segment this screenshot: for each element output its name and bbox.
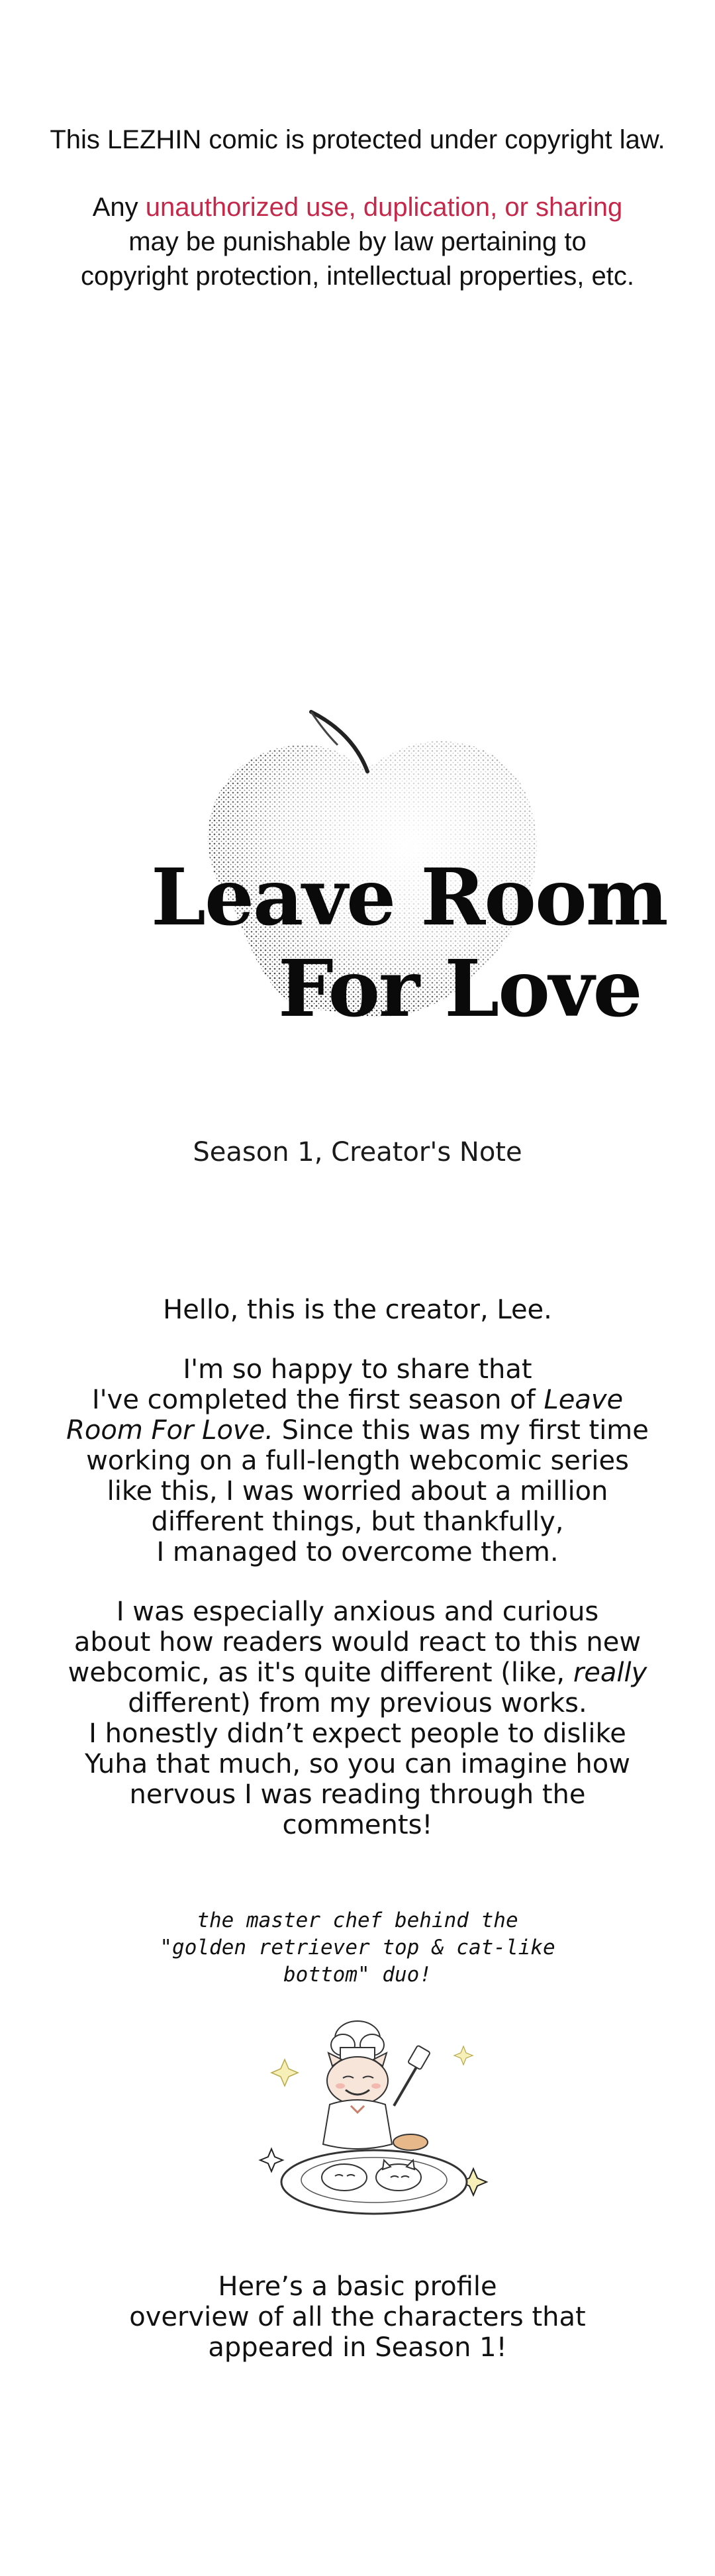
copyright-line-2 xyxy=(0,190,715,224)
note-p3-line-8: comments! xyxy=(282,1810,433,1840)
note-greeting: Hello, this is the creator, Lee. xyxy=(163,1295,552,1325)
note-p3-line-3 xyxy=(0,1658,715,1688)
note-p3-line-4: different) from my previous works. xyxy=(128,1688,587,1718)
chef-illustration-svg xyxy=(258,2006,497,2225)
title-logo xyxy=(139,699,667,1069)
note-p2-line-3-suffix: Since this was my first time xyxy=(273,1415,649,1446)
profile-line-1: Here’s a basic profile xyxy=(218,2271,497,2302)
note-p2-line-2-prefix: I've completed the first season of xyxy=(91,1385,544,1415)
logo-title-line-2: For Love xyxy=(278,942,642,1034)
note-p2-line-2 xyxy=(0,1385,715,1415)
note-p3-line-1: I was especially anxious and curious xyxy=(116,1597,599,1627)
note-title-italic-1: Leave xyxy=(544,1385,624,1415)
note-p2-line-5: like this, I was worried about a million xyxy=(107,1476,608,1507)
note-p3-line-6: Yuha that much, so you can imagine how xyxy=(85,1749,630,1779)
note-p2-line-7: I managed to overcome them. xyxy=(156,1537,559,1567)
note-p3-line-5: I honestly didn’t expect people to dislike xyxy=(89,1718,626,1749)
profile-line-3: appeared in Season 1! xyxy=(208,2332,507,2363)
copyright-line-4: copyright protection, intellectual properties, etc. xyxy=(81,262,634,291)
creator-note xyxy=(0,1295,715,1840)
note-p3-line-2: about how readers would react to this new xyxy=(73,1627,642,1658)
note-p2-line-1: I'm so happy to share that xyxy=(183,1354,532,1385)
note-really-italic: really xyxy=(573,1658,647,1688)
copyright-line-3: may be punishable by law pertaining to xyxy=(128,227,587,256)
copyright-notice xyxy=(0,123,715,293)
note-p2-line-3 xyxy=(0,1415,715,1446)
copyright-highlight: unauthorized use, duplication, or sharing xyxy=(145,193,623,222)
note-p2-line-4: working on a full-length webcomic series xyxy=(86,1446,629,1476)
profile-intro xyxy=(0,2271,715,2363)
caption-line-2: "golden retriever top & cat-like xyxy=(160,1936,555,1959)
chef-caption xyxy=(0,1907,715,1989)
copyright-line-1: This LEZHIN comic is protected under copyright law. xyxy=(50,125,665,154)
note-p3-line-3-prefix: webcomic, as it's quite different (like, xyxy=(68,1658,573,1688)
season-subtitle: Season 1, Creator's Note xyxy=(193,1137,522,1167)
caption-line-1: the master chef behind the xyxy=(197,1908,518,1932)
copyright-line-2-prefix: Any xyxy=(92,193,146,222)
note-p2-line-6: different things, but thankfully, xyxy=(151,1507,564,1537)
profile-line-2: overview of all the characters that xyxy=(129,2302,586,2332)
chef-cat-with-plate-icon xyxy=(258,2006,497,2291)
logo-title-line-1: Leave Room xyxy=(151,851,667,943)
caption-line-3: bottom" duo! xyxy=(283,1963,432,1987)
note-title-italic-2: Room For Love. xyxy=(66,1415,273,1446)
note-p3-line-7: nervous I was reading through the xyxy=(129,1779,586,1810)
